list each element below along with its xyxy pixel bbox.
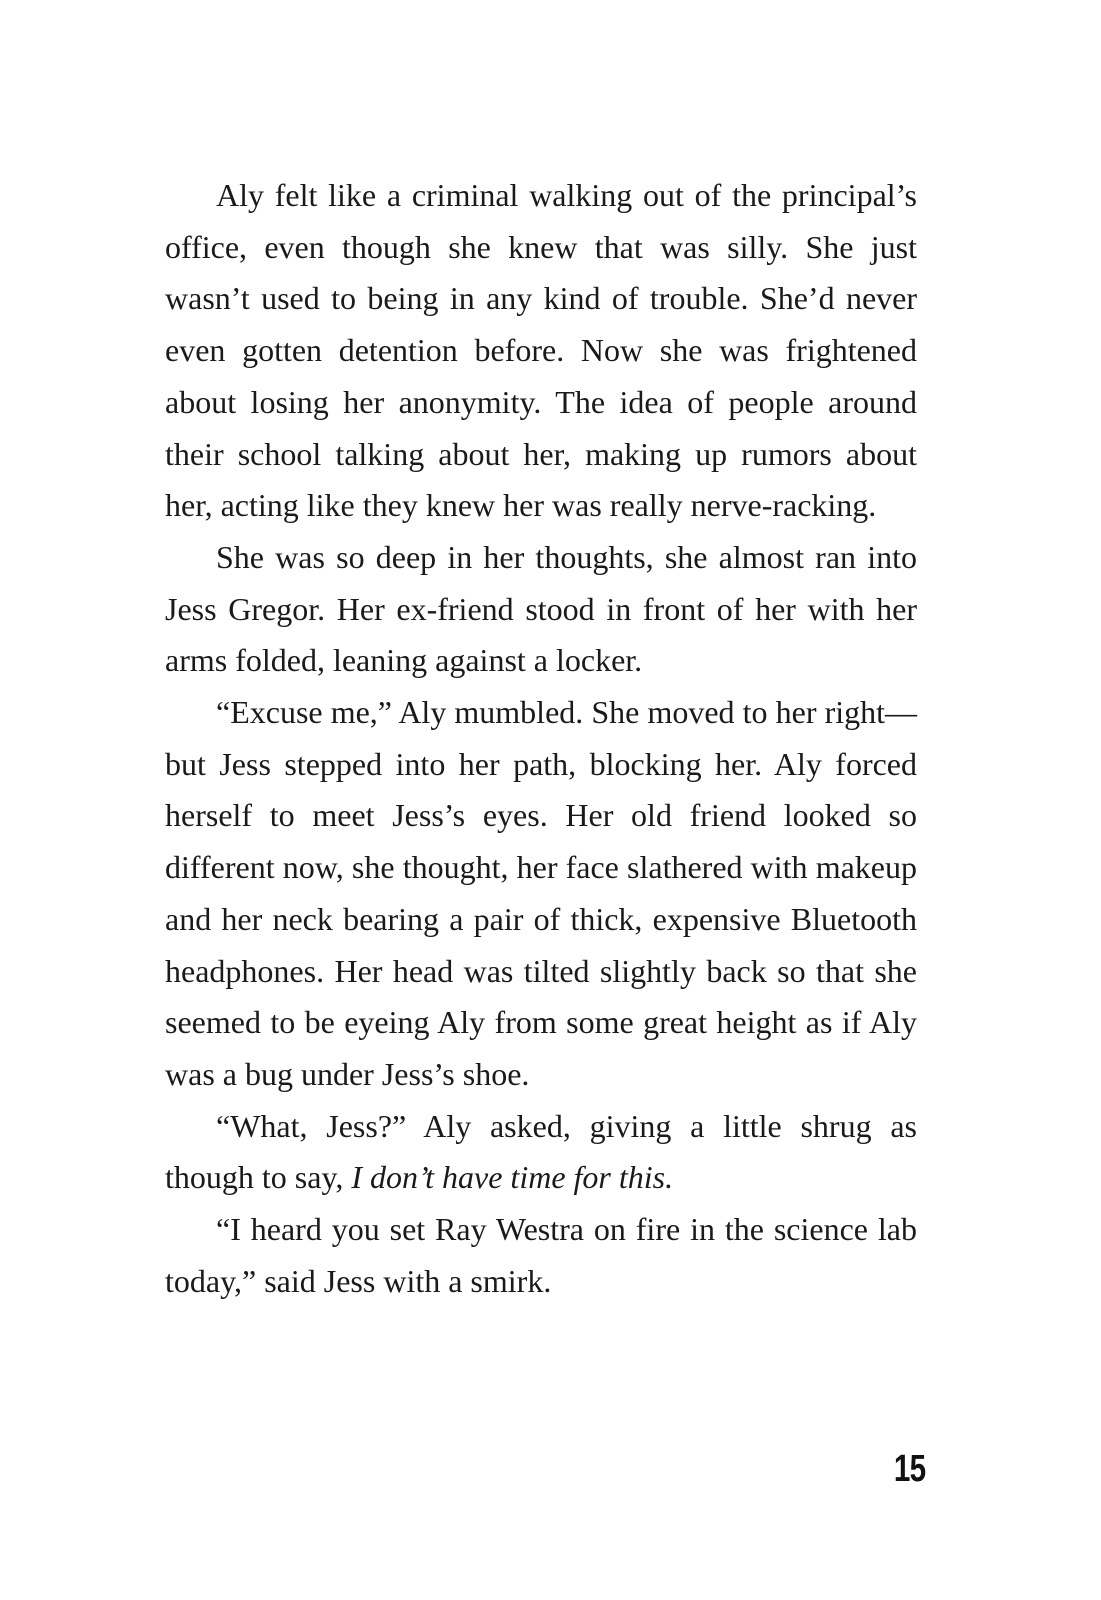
body-text bbox=[165, 170, 917, 1307]
page-number: 15 bbox=[893, 1448, 925, 1490]
paragraph-4 bbox=[165, 1101, 917, 1204]
paragraph-2: She was so deep in her thoughts, she almost ran into Jess Gregor. Her ex-friend stood in front of her with her arms folded, leaning against a locker. bbox=[165, 538, 917, 679]
paragraph-3: “Excuse me,” Aly mumbled. She moved to her right—but Jess stepped into her path, blocking her. Aly forced herself to meet Jess’s eyes. Her old friend looked so different now, she thought, her face slathered with makeup and her neck bearing a pair of thick, expensive Bluetooth headphones. Her head was tilted slightly back so that she seemed to be eyeing Aly from some great height as if Aly was a bug under Jess’s shoe. bbox=[165, 694, 917, 1092]
paragraph-4-italic: I don’t have time for this. bbox=[351, 1159, 674, 1196]
paragraph-1: Aly felt like a criminal walking out of the principal’s office, even though she knew that was silly. She just wasn’t used to being in any kind of trouble. She’d never even gotten detention before. Now she was frightened about losing her anonymity. The idea of people around their school talking about her, making up rumors about her, acting like they knew her was really nerve-racking. bbox=[165, 177, 917, 524]
paragraph-5: “I heard you set Ray Westra on fire in the science lab today,” said Jess with a smirk. bbox=[165, 1211, 917, 1299]
paragraph-4-lead: “What, Jess?” Aly asked, giving a little shrug as though to say, bbox=[165, 1107, 917, 1196]
